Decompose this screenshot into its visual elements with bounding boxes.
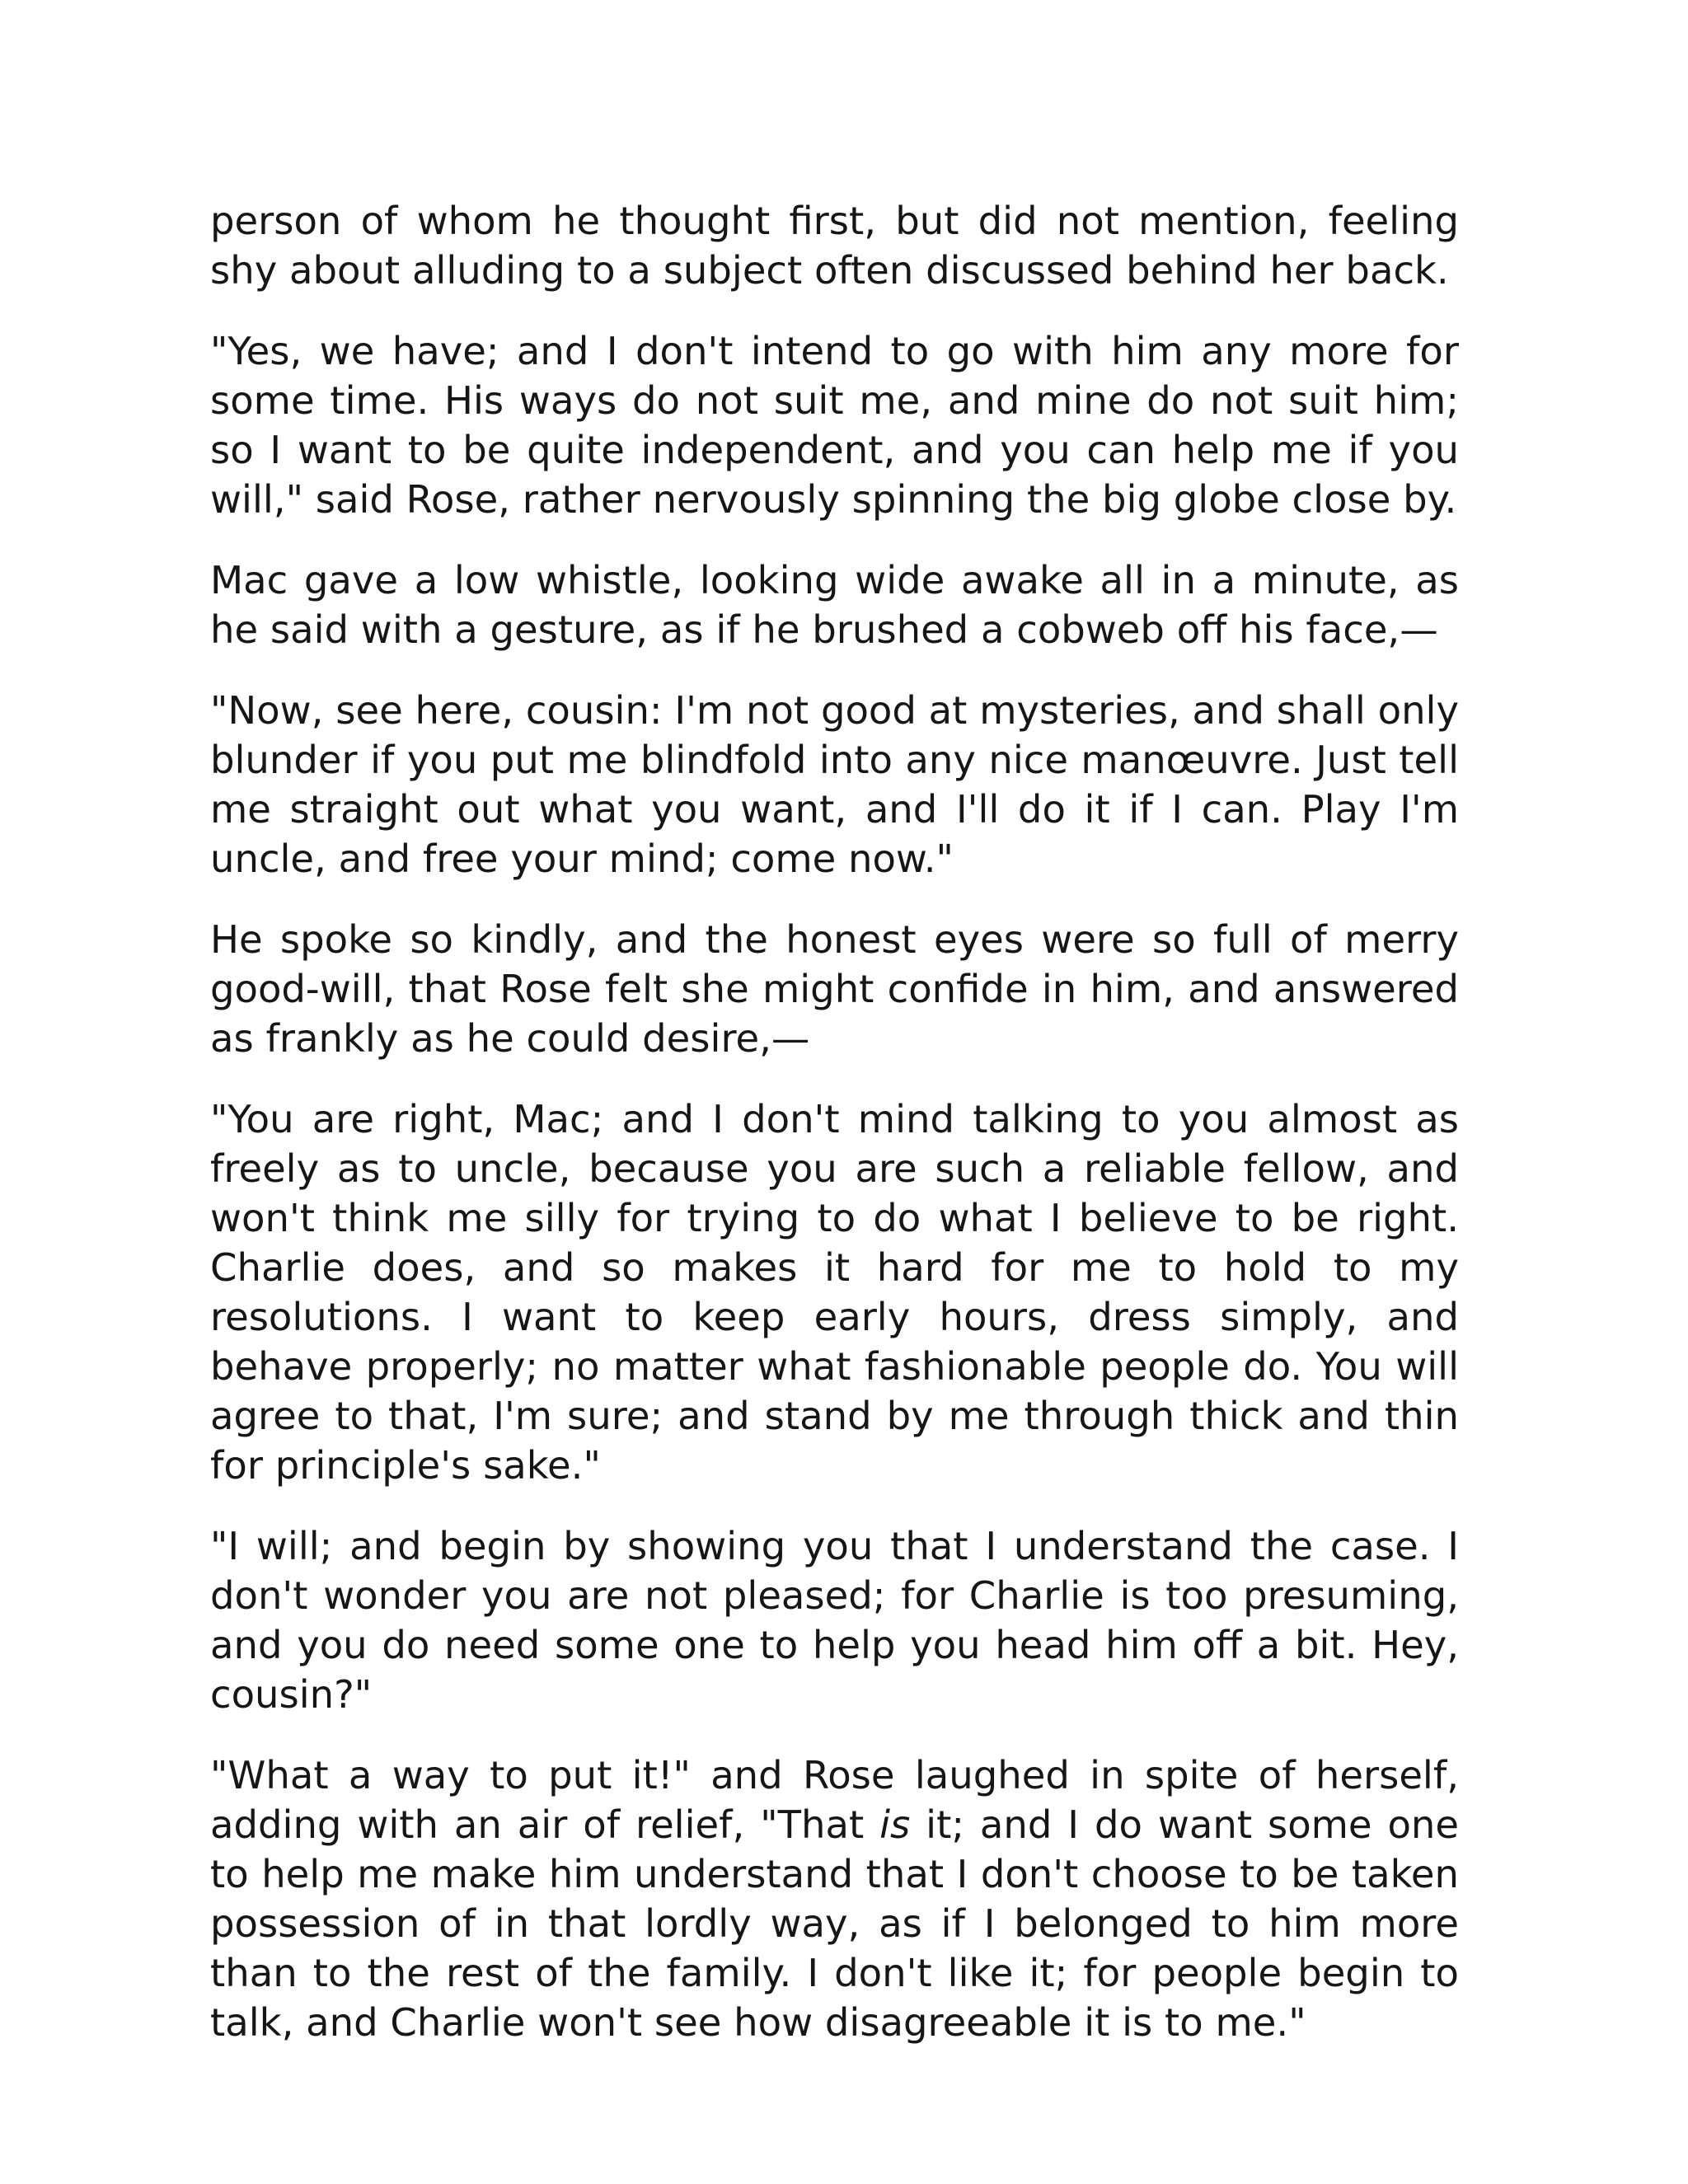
paragraph-5: He spoke so kindly, and the honest eyes were so full of merry good-will, that Rose felt she might confide in him, and answered as frankly as he could desire,— — [210, 917, 1459, 1061]
paragraph-7: "I will; and begin by showing you that I understand the case. I don't wonder you are not pleased; for Charlie is too presuming, and you do need some one to help you head him off a bit. Hey, cousin?" — [210, 1524, 1459, 1717]
paragraph-6: "You are right, Mac; and I don't mind talking to you almost as freely as to uncle, because you are such a reliable fellow, and won't think me silly for trying to do what I believe to be right. Charlie does, and so makes it hard for me to hold to my resolutions. I want to keep early hours, dress simply, and behave properly; no matter what fashionable people do. You will agree to that, I'm sure; and stand by me through thick and thin for principle's sake." — [210, 1097, 1459, 1488]
paragraph-4: "Now, see here, cousin: I'm not good at mysteries, and shall only blunder if you put me blindfold into any nice manœuvre. Just tell me straight out what you want, and I'll do it if I can. Play I'm uncle, and free your mind; come now." — [210, 688, 1459, 881]
paragraph-1: person of whom he thought first, but did not mention, feeling shy about alluding to a subject often discussed behind her back. — [210, 199, 1459, 293]
paragraph-8-end: it; and I do want some one to help me make him understand that I don't choose to be taken possession of in that lordly way, as if I belonged to him more than to the rest of the family. I don't like it; for people begin to talk, and Charlie won't see how disagreeable it is to me." — [210, 1802, 1459, 2045]
paragraph-8-start: "What a way to put it!" and Rose laughed in spite of herself, adding with an air of relief, "That — [210, 1753, 1459, 1847]
paragraph-8 — [210, 1750, 1459, 2047]
paragraph-2: "Yes, we have; and I don't intend to go with him any more for some time. His ways do not suit me, and mine do not suit him; so I want to be quite independent, and you can help me if you will," said Rose, rather nervously spinning the big globe close by. — [210, 329, 1459, 522]
paragraph-3: Mac gave a low whistle, looking wide awake all in a minute, as he said with a gesture, as if he brushed a cobweb off his face,— — [210, 558, 1459, 652]
emphasized-word: is — [879, 1802, 911, 1847]
book-page — [210, 196, 1459, 2047]
